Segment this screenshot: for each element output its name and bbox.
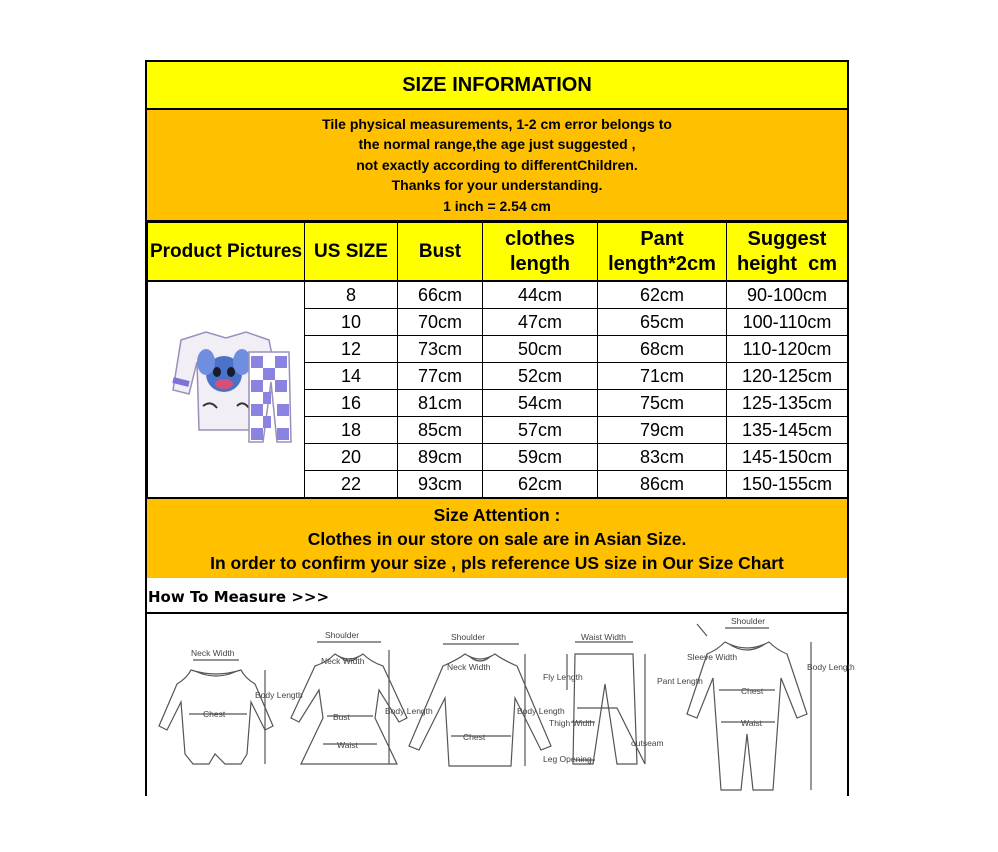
attention-title: Size Attention : <box>433 504 561 525</box>
cell-pant-length: 83cm <box>598 444 727 471</box>
label-body-length: Body Length <box>807 662 855 672</box>
measure-diagram <box>147 614 855 796</box>
cell-pant-length: 65cm <box>598 309 727 336</box>
title-bar <box>147 62 847 110</box>
label-shoulder: Shoulder <box>451 632 486 642</box>
cell-clothes-length: 59cm <box>483 444 598 471</box>
cell-bust: 89cm <box>398 444 483 471</box>
label-waist-width: Waist Width <box>581 632 627 642</box>
size-attention <box>147 498 847 578</box>
cell-suggest-height: 100-110cm <box>727 309 848 336</box>
romper-diagram <box>687 624 811 790</box>
cell-us-size: 18 <box>305 417 398 444</box>
label-thigh-width: Thigh Width <box>549 718 595 728</box>
label-waist: Waist <box>741 718 762 728</box>
header-product-pictures: Product Pictures <box>148 223 305 282</box>
header-bust: Bust <box>398 223 483 282</box>
table-row <box>148 281 848 309</box>
note-line: not exactly according to differentChildren. <box>356 156 638 173</box>
cell-us-size: 8 <box>305 281 398 309</box>
cell-suggest-height: 135-145cm <box>727 417 848 444</box>
label-sleeve-width: Sleeve Width <box>687 652 738 662</box>
cell-clothes-length: 57cm <box>483 417 598 444</box>
cell-pant-length: 71cm <box>598 363 727 390</box>
label-neck-width: Neck Width <box>191 648 235 658</box>
label-pant-length: Pant Length <box>657 676 703 686</box>
cell-bust: 93cm <box>398 471 483 498</box>
cell-clothes-length: 54cm <box>483 390 598 417</box>
label-neck-width: Neck Width <box>321 656 365 666</box>
cell-pant-length: 75cm <box>598 390 727 417</box>
cell-us-size: 12 <box>305 336 398 363</box>
cell-us-size: 22 <box>305 471 398 498</box>
label-shoulder: Shoulder <box>731 616 766 626</box>
measure-diagram-svg <box>147 614 855 796</box>
pajama-product-image <box>151 302 301 472</box>
label-chest: Chest <box>741 686 764 696</box>
cell-us-size: 16 <box>305 390 398 417</box>
label-shoulder: Shoulder <box>325 630 360 640</box>
how-to-measure-heading <box>147 578 847 614</box>
cell-suggest-height: 125-135cm <box>727 390 848 417</box>
note-line: 1 inch = 2.54 cm <box>443 197 551 214</box>
cell-clothes-length: 47cm <box>483 309 598 336</box>
cell-bust: 77cm <box>398 363 483 390</box>
note-line: the normal range,the age just suggested , <box>358 136 636 153</box>
note-line: Thanks for your understanding. <box>391 177 603 194</box>
label-body-length: Body Length <box>385 706 433 716</box>
cell-pant-length: 68cm <box>598 336 727 363</box>
header-clothes-length: clothes length <box>483 223 598 282</box>
cell-clothes-length: 50cm <box>483 336 598 363</box>
product-picture-cell <box>148 281 305 498</box>
size-table <box>147 222 848 498</box>
cell-suggest-height: 90-100cm <box>727 281 848 309</box>
note-line: Tile physical measurements, 1-2 cm error belongs to <box>322 115 672 132</box>
label-leg-opening: Leg Opening <box>543 754 592 764</box>
cell-suggest-height: 110-120cm <box>727 336 848 363</box>
cell-pant-length: 62cm <box>598 281 727 309</box>
attention-line: Clothes in our store on sale are in Asian Size. <box>307 528 687 549</box>
header-pant-length: Pant length*2cm <box>598 223 727 282</box>
cell-suggest-height: 145-150cm <box>727 444 848 471</box>
measurement-note <box>147 110 847 222</box>
page-title: SIZE INFORMATION <box>402 73 592 96</box>
cell-clothes-length: 44cm <box>483 281 598 309</box>
cell-bust: 73cm <box>398 336 483 363</box>
label-bust: Bust <box>333 712 351 722</box>
label-fly-length: Fly Length <box>543 672 583 682</box>
header-suggest-height: Suggest height cm <box>727 223 848 282</box>
size-chart-sheet <box>145 60 855 796</box>
cell-bust: 81cm <box>398 390 483 417</box>
cell-us-size: 14 <box>305 363 398 390</box>
label-chest: Chest <box>203 709 226 719</box>
cell-clothes-length: 52cm <box>483 363 598 390</box>
label-chest: Chest <box>463 732 486 742</box>
cell-pant-length: 79cm <box>598 417 727 444</box>
cell-bust: 85cm <box>398 417 483 444</box>
table-header-row <box>148 223 848 282</box>
label-outseam: outseam <box>631 738 664 748</box>
label-body-length: Body Length <box>255 690 303 700</box>
attention-line: In order to confirm your size , pls reference US size in Our Size Chart <box>210 552 784 573</box>
cell-clothes-length: 62cm <box>483 471 598 498</box>
label-neck-width: Neck Width <box>447 662 491 672</box>
label-body-length: Body Length <box>517 706 565 716</box>
label-waist: Waist <box>337 740 358 750</box>
how-to-measure-text: How To Measure >>> <box>148 588 330 606</box>
cell-pant-length: 86cm <box>598 471 727 498</box>
cell-suggest-height: 120-125cm <box>727 363 848 390</box>
cell-suggest-height: 150-155cm <box>727 471 848 498</box>
cell-bust: 66cm <box>398 281 483 309</box>
header-us-size: US SIZE <box>305 223 398 282</box>
cell-us-size: 10 <box>305 309 398 336</box>
cell-us-size: 20 <box>305 444 398 471</box>
cell-bust: 70cm <box>398 309 483 336</box>
